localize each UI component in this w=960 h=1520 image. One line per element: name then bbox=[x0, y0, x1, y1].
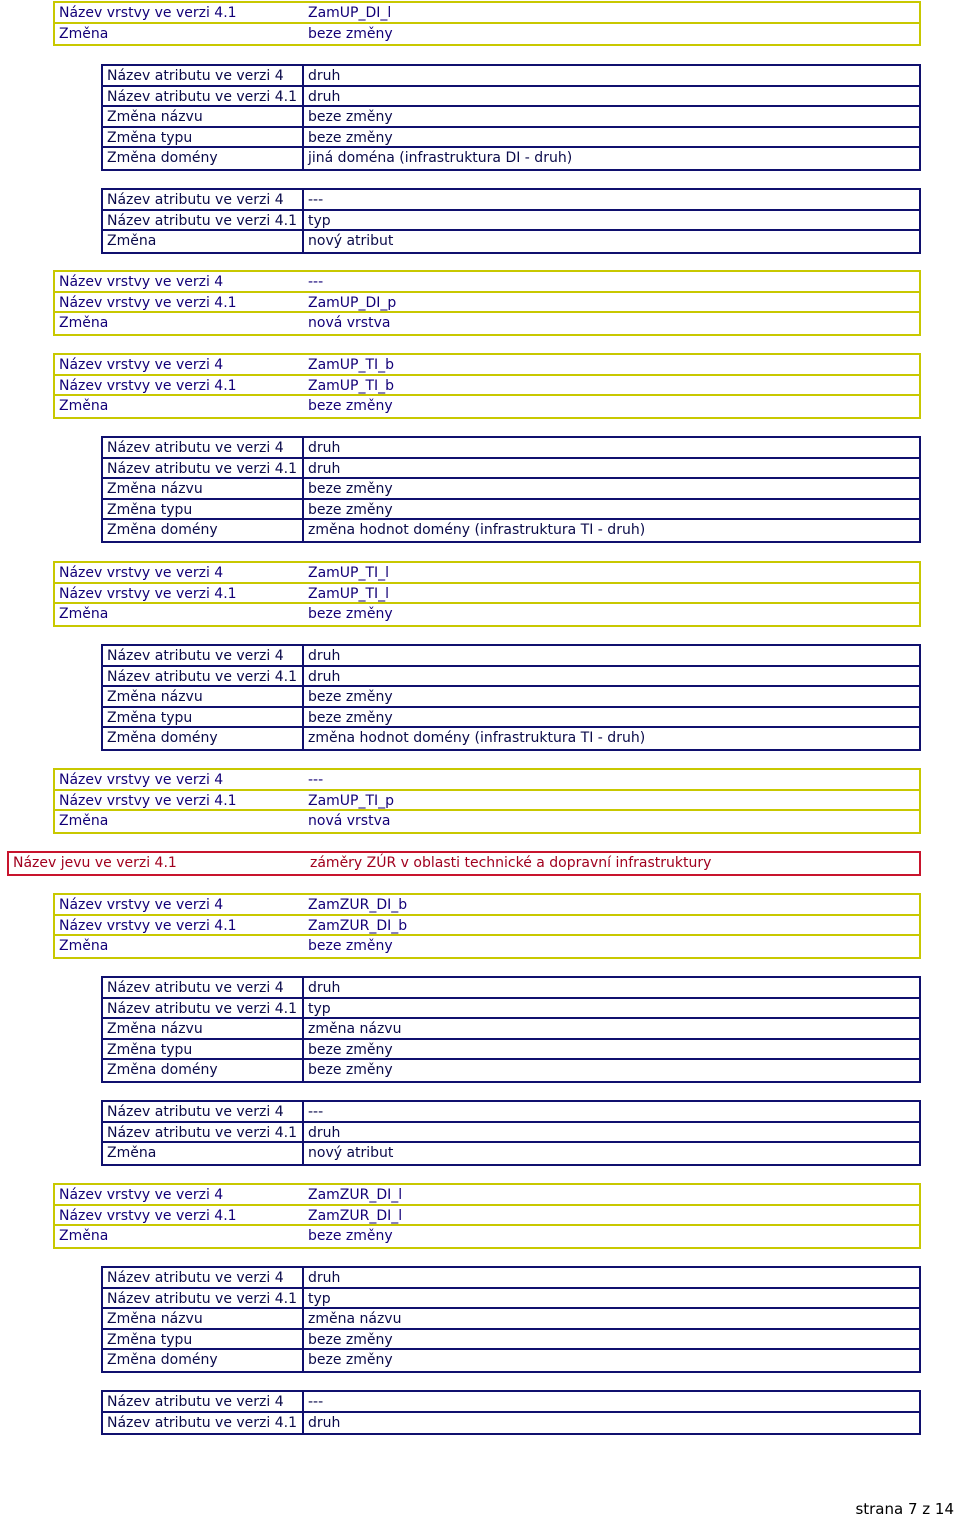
row-value: druh bbox=[308, 1270, 341, 1286]
table-row bbox=[55, 311, 919, 334]
table-row bbox=[103, 1038, 919, 1061]
row-label: Název vrstvy ve verzi 4 bbox=[59, 274, 224, 290]
row-label: Změna názvu bbox=[103, 479, 304, 500]
row-label: Změna typu bbox=[103, 708, 304, 729]
table-row bbox=[103, 1141, 919, 1164]
row-label: Název atributu ve verzi 4 bbox=[103, 1102, 304, 1123]
attribute-table bbox=[101, 1266, 921, 1373]
table-row bbox=[55, 1204, 919, 1227]
row-value: ZamUP_TI_l bbox=[308, 585, 390, 602]
layer-table bbox=[53, 270, 921, 336]
row-value: druh bbox=[308, 68, 341, 84]
table-row bbox=[103, 1307, 919, 1330]
row-value: beze změny bbox=[308, 1228, 393, 1245]
table-row bbox=[103, 978, 919, 999]
row-label: Název atributu ve verzi 4 bbox=[103, 190, 304, 211]
row-label: Název vrstvy ve verzi 4 bbox=[59, 357, 224, 373]
row-label: Změna typu bbox=[103, 500, 304, 521]
table-row bbox=[55, 394, 919, 417]
row-label: Název atributu ve verzi 4 bbox=[103, 438, 304, 459]
attribute-table bbox=[101, 1100, 921, 1166]
row-value: beze změny bbox=[308, 129, 393, 146]
table-row bbox=[55, 914, 919, 937]
row-label: Název vrstvy ve verzi 4 bbox=[59, 565, 224, 581]
table-row bbox=[103, 146, 919, 169]
table-row bbox=[103, 126, 919, 149]
table-row bbox=[103, 66, 919, 87]
row-value: beze změny bbox=[308, 1062, 393, 1079]
row-label: Název atributu ve verzi 4.1 bbox=[103, 1123, 304, 1144]
row-value: beze změny bbox=[308, 1352, 393, 1369]
table-row bbox=[55, 770, 919, 791]
row-label: Název vrstvy ve verzi 4 bbox=[59, 897, 224, 913]
table-row bbox=[103, 1411, 919, 1434]
row-label: Název vrstvy ve verzi 4.1 bbox=[59, 917, 237, 934]
table-row bbox=[55, 1224, 919, 1247]
row-value: změna hodnot domény (infrastruktura TI - druh) bbox=[308, 730, 646, 747]
table-row bbox=[103, 498, 919, 521]
layer-table bbox=[53, 893, 921, 959]
row-value: ZamZUR_DI_b bbox=[308, 897, 408, 913]
row-value: druh bbox=[308, 88, 341, 105]
table-row bbox=[103, 1017, 919, 1040]
table-row bbox=[103, 85, 919, 108]
row-label: Změna typu bbox=[103, 128, 304, 149]
row-value: změna názvu bbox=[308, 1311, 402, 1328]
table-row bbox=[103, 438, 919, 459]
row-label: Název atributu ve verzi 4 bbox=[103, 66, 304, 87]
row-label: Název atributu ve verzi 4 bbox=[103, 646, 304, 667]
row-label: Změna domény bbox=[103, 1060, 304, 1081]
row-label: Změna bbox=[59, 398, 109, 415]
row-label: Název vrstvy ve verzi 4.1 bbox=[59, 294, 237, 311]
table-row bbox=[55, 1185, 919, 1206]
table-row bbox=[9, 853, 919, 874]
row-label: Název atributu ve verzi 4.1 bbox=[103, 667, 304, 688]
table-row bbox=[103, 477, 919, 500]
row-label: Název atributu ve verzi 4.1 bbox=[103, 1413, 304, 1434]
row-label: Název atributu ve verzi 4.1 bbox=[103, 211, 304, 232]
layer-table bbox=[53, 768, 921, 834]
row-value: --- bbox=[308, 1104, 324, 1120]
row-label: Název atributu ve verzi 4 bbox=[103, 1392, 304, 1413]
row-value: beze změny bbox=[308, 709, 393, 726]
table-row bbox=[103, 685, 919, 708]
row-value: jiná doména (infrastruktura DI - druh) bbox=[308, 150, 573, 167]
table-row bbox=[55, 291, 919, 314]
row-value: ZamUP_TI_b bbox=[308, 357, 395, 373]
row-label: Změna názvu bbox=[103, 107, 304, 128]
row-value: druh bbox=[308, 440, 341, 456]
row-label: Název vrstvy ve verzi 4.1 bbox=[59, 377, 237, 394]
row-value: záměry ZÚR v oblasti technické a dopravní infrastruktury bbox=[310, 855, 712, 871]
table-row bbox=[103, 105, 919, 128]
table-row bbox=[55, 934, 919, 957]
row-value: --- bbox=[308, 772, 324, 788]
table-row bbox=[55, 355, 919, 376]
row-label: Název vrstvy ve verzi 4.1 bbox=[59, 792, 237, 809]
row-value: druh bbox=[308, 1414, 341, 1431]
row-value: ZamUP_TI_b bbox=[308, 377, 395, 394]
table-row bbox=[55, 272, 919, 293]
row-value: ZamZUR_DI_l bbox=[308, 1187, 403, 1203]
row-value: druh bbox=[308, 460, 341, 477]
row-label: Název vrstvy ve verzi 4 bbox=[59, 772, 224, 788]
row-label: Název atributu ve verzi 4 bbox=[103, 978, 304, 999]
row-value: beze změny bbox=[308, 501, 393, 518]
attribute-table bbox=[101, 188, 921, 254]
row-value: beze změny bbox=[308, 1331, 393, 1348]
row-value: nová vrstva bbox=[308, 315, 391, 332]
table-row bbox=[55, 22, 919, 45]
table-row bbox=[103, 1287, 919, 1310]
row-value: typ bbox=[308, 1290, 331, 1307]
page-number: strana 7 z 14 bbox=[855, 1500, 954, 1518]
row-label: Změna bbox=[59, 1228, 109, 1245]
table-row bbox=[103, 229, 919, 252]
table-row bbox=[55, 3, 919, 24]
layer-table bbox=[53, 561, 921, 627]
row-value: druh bbox=[308, 648, 341, 664]
row-value: --- bbox=[308, 1394, 324, 1410]
row-label: Název atributu ve verzi 4.1 bbox=[103, 87, 304, 108]
row-value: nová vrstva bbox=[308, 813, 391, 830]
row-value: ZamUP_TI_p bbox=[308, 792, 395, 809]
row-value: beze změny bbox=[308, 1041, 393, 1058]
table-row bbox=[103, 1348, 919, 1371]
row-value: změna hodnot domény (infrastruktura TI - druh) bbox=[308, 522, 646, 539]
table-row bbox=[103, 1328, 919, 1351]
table-row bbox=[103, 726, 919, 749]
table-row bbox=[103, 646, 919, 667]
row-label: Změna bbox=[59, 606, 109, 623]
table-row bbox=[103, 1102, 919, 1123]
row-value: druh bbox=[308, 668, 341, 685]
table-row bbox=[103, 518, 919, 541]
row-value: beze změny bbox=[308, 481, 393, 498]
row-label: Název jevu ve verzi 4.1 bbox=[13, 855, 177, 871]
row-label: Název vrstvy ve verzi 4 bbox=[59, 1187, 224, 1203]
row-value: ZamUP_DI_p bbox=[308, 294, 397, 311]
row-label: Změna názvu bbox=[103, 1309, 304, 1330]
attribute-table bbox=[101, 64, 921, 171]
table-row bbox=[55, 602, 919, 625]
row-label: Název vrstvy ve verzi 4.1 bbox=[59, 1207, 237, 1224]
table-row bbox=[55, 374, 919, 397]
attribute-table bbox=[101, 436, 921, 543]
layer-table bbox=[53, 1183, 921, 1249]
row-value: --- bbox=[308, 274, 324, 290]
table-row bbox=[55, 582, 919, 605]
layer-table bbox=[53, 353, 921, 419]
table-row bbox=[103, 1121, 919, 1144]
row-label: Změna bbox=[103, 231, 304, 252]
table-row bbox=[55, 895, 919, 916]
row-value: beze změny bbox=[308, 25, 393, 42]
row-label: Změna názvu bbox=[103, 687, 304, 708]
table-row bbox=[103, 209, 919, 232]
table-row bbox=[103, 665, 919, 688]
row-label: Změna bbox=[59, 25, 109, 42]
table-row bbox=[103, 997, 919, 1020]
row-value: typ bbox=[308, 1000, 331, 1017]
layer-table bbox=[53, 1, 921, 46]
row-value: typ bbox=[308, 212, 331, 229]
row-value: ZamZUR_DI_l bbox=[308, 1207, 403, 1224]
row-label: Název vrstvy ve verzi 4.1 bbox=[59, 5, 237, 21]
row-value: beze změny bbox=[308, 606, 393, 623]
row-label: Změna typu bbox=[103, 1330, 304, 1351]
row-value: změna názvu bbox=[308, 1021, 402, 1038]
table-row bbox=[103, 457, 919, 480]
row-value: beze změny bbox=[308, 938, 393, 955]
row-label: Změna bbox=[59, 315, 109, 332]
row-value: ZamUP_DI_l bbox=[308, 5, 392, 21]
row-label: Změna názvu bbox=[103, 1019, 304, 1040]
row-label: Název vrstvy ve verzi 4.1 bbox=[59, 585, 237, 602]
table-row bbox=[55, 809, 919, 832]
row-label: Název atributu ve verzi 4.1 bbox=[103, 459, 304, 480]
attribute-table bbox=[101, 1390, 921, 1435]
row-value: ZamUP_TI_l bbox=[308, 565, 390, 581]
row-value: nový atribut bbox=[308, 1145, 394, 1162]
table-row bbox=[103, 1392, 919, 1413]
row-value: nový atribut bbox=[308, 233, 394, 250]
row-label: Změna bbox=[59, 938, 109, 955]
row-value: druh bbox=[308, 1124, 341, 1141]
row-label: Název atributu ve verzi 4 bbox=[103, 1268, 304, 1289]
attribute-table bbox=[101, 644, 921, 751]
row-value: --- bbox=[308, 192, 324, 208]
row-value: beze změny bbox=[308, 398, 393, 415]
row-value: ZamZUR_DI_b bbox=[308, 917, 408, 934]
row-label: Název atributu ve verzi 4.1 bbox=[103, 1289, 304, 1310]
table-row bbox=[103, 190, 919, 211]
row-label: Změna domény bbox=[103, 148, 304, 169]
row-value: beze změny bbox=[308, 109, 393, 126]
row-label: Změna domény bbox=[103, 728, 304, 749]
row-value: beze změny bbox=[308, 689, 393, 706]
table-row bbox=[55, 563, 919, 584]
table-row bbox=[103, 706, 919, 729]
attribute-table bbox=[101, 976, 921, 1083]
row-label: Změna typu bbox=[103, 1040, 304, 1061]
row-label: Název atributu ve verzi 4.1 bbox=[103, 999, 304, 1020]
table-row bbox=[103, 1058, 919, 1081]
table-row bbox=[103, 1268, 919, 1289]
row-label: Změna domény bbox=[103, 520, 304, 541]
row-label: Změna bbox=[59, 813, 109, 830]
row-label: Změna bbox=[103, 1143, 304, 1164]
row-label: Změna domény bbox=[103, 1350, 304, 1371]
feature-table bbox=[7, 851, 921, 876]
row-value: druh bbox=[308, 980, 341, 996]
table-row bbox=[55, 789, 919, 812]
